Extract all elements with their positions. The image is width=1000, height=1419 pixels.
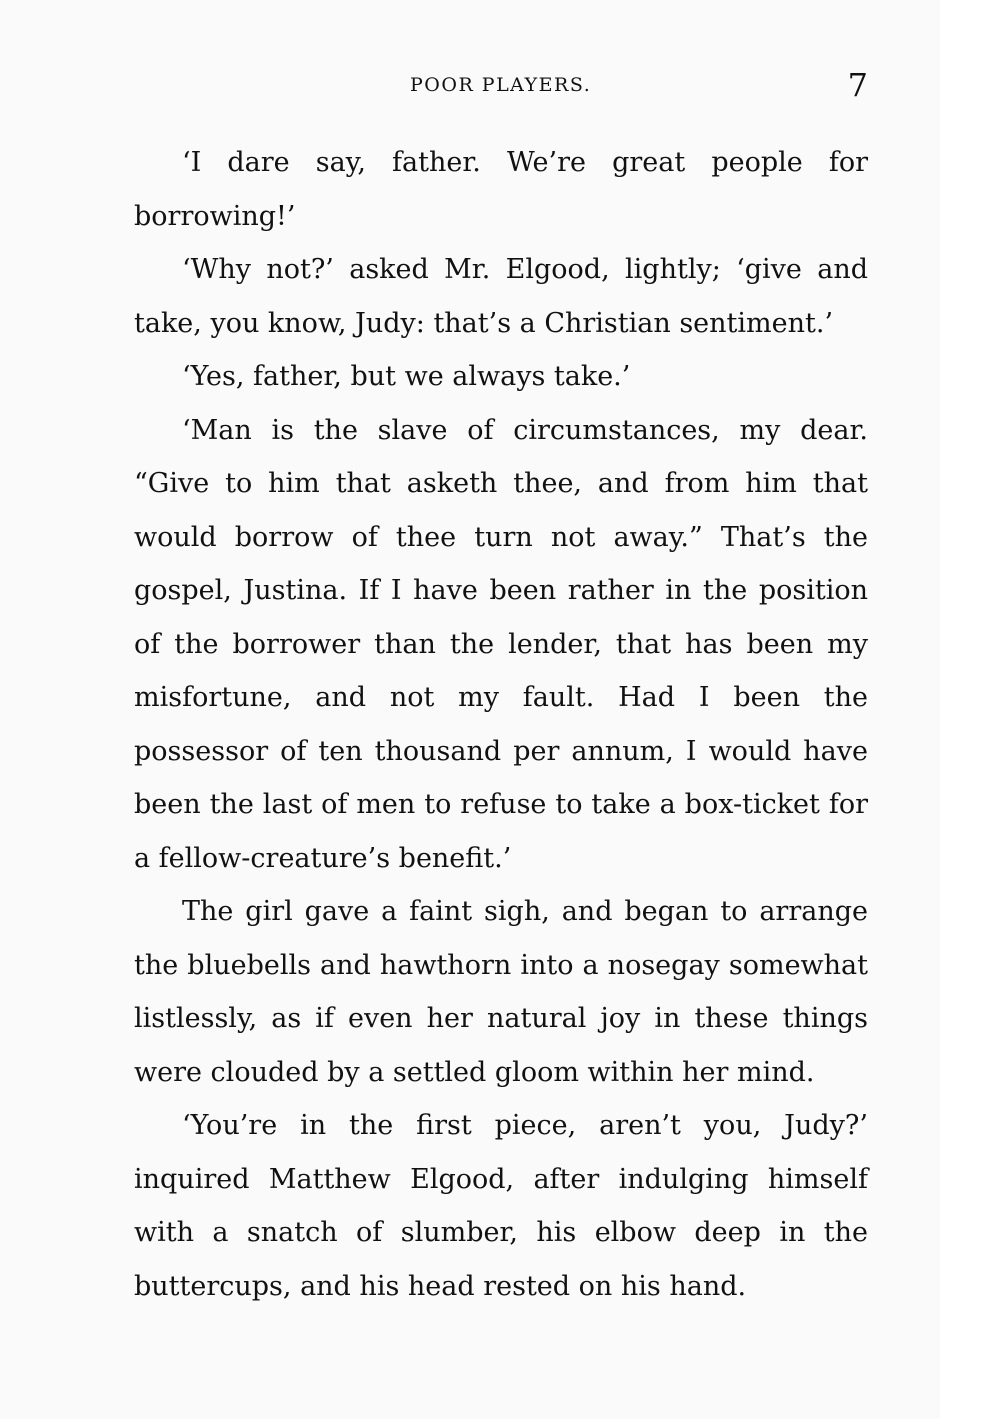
paragraph: ‘Man is the slave of circumstances, my dear. “Give to him that asketh thee, and from him that would borrow of thee turn not away.” That’s the gospel, Justina. If I have been rather in the position of the borrower than the lender, that has been my misfortune, and not my fault. Had I been the possessor of ten thousand per annum, I would have been the last of men to refuse to take a box-ticket for a fellow-creature’s benefit.’ bbox=[134, 414, 868, 874]
body-text bbox=[134, 136, 868, 1313]
paragraph: ‘You’re in the first piece, aren’t you, Judy?’ inquired Matthew Elgood, after indulging himself with a snatch of slumber, his elbow deep in the buttercups, and his head rested on his hand. bbox=[134, 1110, 868, 1302]
paragraph: The girl gave a faint sigh, and began to arrange the bluebells and hawthorn into a nosegay somewhat listlessly, as if even her natural joy in these things were clouded by a settled gloom within her mind. bbox=[134, 896, 868, 1088]
running-head: POOR PLAYERS. bbox=[410, 74, 592, 96]
page-header bbox=[0, 66, 940, 108]
page-number: 7 bbox=[847, 66, 868, 104]
paragraph: ‘Yes, father, but we always take.’ bbox=[182, 361, 631, 392]
paragraph: ‘Why not?’ asked Mr. Elgood, lightly; ‘give and take, you know, Judy: that’s a Christian sentiment.’ bbox=[134, 254, 868, 339]
paragraph: ‘I dare say, father. We’re great people for borrowing!’ bbox=[134, 147, 868, 232]
